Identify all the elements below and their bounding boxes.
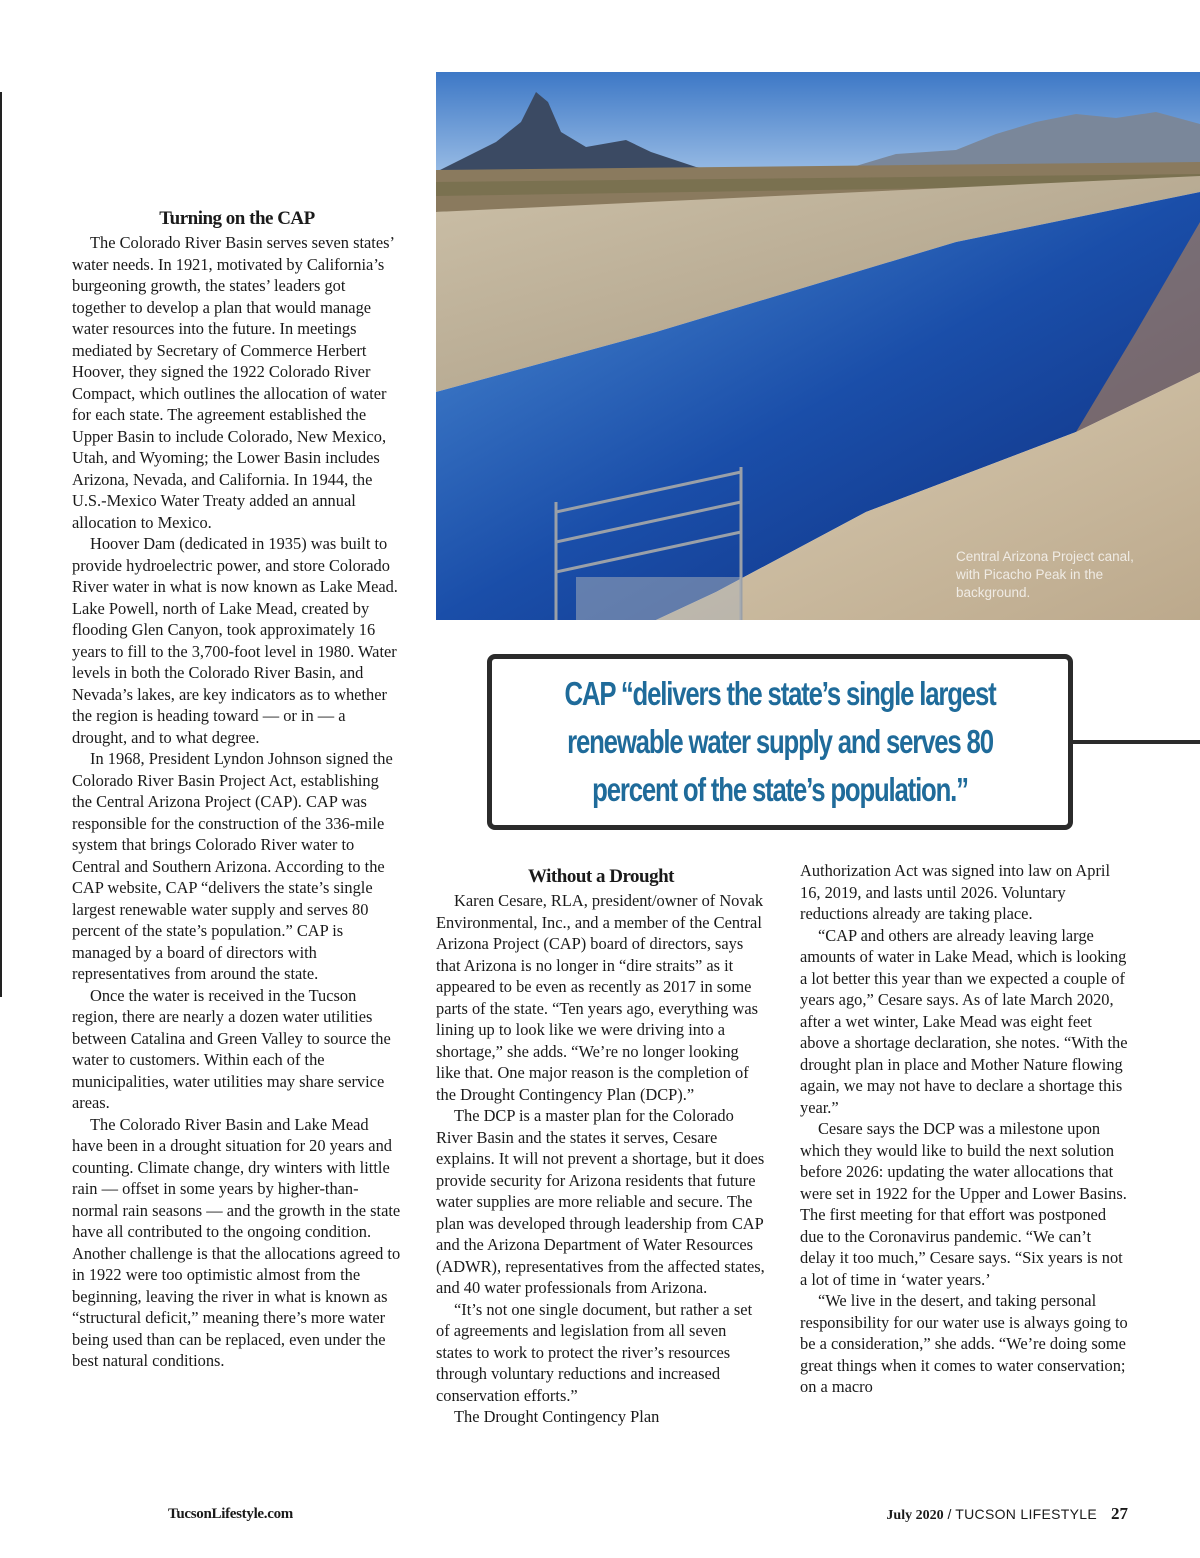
pull-quote-text: CAP “delivers the state’s single largest renewable water supply and serves 80 percent of the state’s population.”	[564, 675, 996, 808]
footer-date: July 2020	[886, 1508, 944, 1523]
paragraph: Once the water is received in the Tucson region, there are nearly a dozen water utilities between Catalina and Green Valley to source the water to customers. Within each of the municipalities, water utilities may share service areas.	[72, 985, 391, 1112]
pull-quote-box	[487, 654, 1073, 830]
paragraph: The Colorado River Basin serves seven states’ water needs. In 1921, motivated by California’s burgeoning growth, the states’ leaders got together to develop a plan that would manage water resources into the future. In meetings mediated by Secretary of Commerce Herbert Hoover, they signed the 1922 Colorado River Compact, which outlines the allocation of water for each state. The agreement established the Upper Basin to include Colorado, New Mexico, Utah, and Wyoming; the Lower Basin includes Arizona, Nevada, and California. In 1944, the U.S.-Mexico Water Treaty added an annual allocation to Mexico.	[72, 233, 394, 532]
paragraph: Cesare says the DCP was a milestone upon which they would like to build the next solution before 2026: updating the water allocations that were set in 1922 for the Upper and Lower Basins. The first meeting for that effort was postponed due to the Coronavirus pandemic. “We can’t delay it too much,” Cesare says. “Six years is not a lot of time in ‘water years.’	[800, 1119, 1127, 1289]
paragraph: “CAP and others are already leaving large amounts of water in Lake Mead, which is looking a lot better this year than we expected a couple of years ago,” Cesare says. As of late March 2020, after a wet winter, Lake Mead was eight feet above a shortage declaration, she notes. “With the drought plan in place and Mother Nature flowing again, we may not have to declare a shortage this year.”	[800, 925, 1128, 1117]
paragraph: In 1968, President Lyndon Johnson signed the Colorado River Basin Project Act, establishing the Central Arizona Project (CAP). CAP was responsible for the construction of the 336-mile system that brings Colorado River water to Central and Southern Arizona. According to the CAP website, CAP “delivers the state’s single largest renewable water supply and serves 80 percent of the state’s population.” CAP is managed by a board of directors with representatives from around the state.	[72, 749, 393, 983]
footer-website: TucsonLifestyle.com	[168, 1506, 293, 1522]
paragraph: Authorization Act was signed into law on April 16, 2019, and lasts until 2026. Voluntary reductions already are taking place.	[800, 861, 1111, 923]
article-column-3	[800, 860, 1130, 1398]
footer-magazine-name: TUCSON LIFESTYLE	[955, 1506, 1097, 1522]
section-heading-without-a-drought: Without a Drought	[528, 866, 674, 887]
paragraph: “We live in the desert, and taking personal responsibility for our water use is always going to be a consideration,” she adds. “We’re doing some great things when it comes to water conservation; on a macro	[800, 1291, 1128, 1396]
article-column-2	[436, 866, 766, 1428]
paragraph: Hoover Dam (dedicated in 1935) was built to provide hydroelectric power, and store Colorado River water in what is now known as Lake Mead. Lake Powell, north of Lake Mead, created by flooding Glen Canyon, took approximately 16 years to fill to the 3,700-foot level in 1980. Water levels in both the Colorado River Basin, and Nevada’s lakes, are key indicators as to whether the region is heading toward — or in — a drought, and to what degree.	[72, 534, 398, 747]
paragraph: “It’s not one single document, but rather a set of agreements and legislation from all seven states to work to protect the river’s resources through voluntary reductions and increased conservation efforts.”	[436, 1299, 753, 1405]
paragraph: The DCP is a master plan for the Colorado River Basin and the states it serves, Cesare explains. It will not prevent a shortage, but it does provide security for Arizona residents that future water supplies are more reliable and secure. The plan was developed through leadership from CAP and the Arizona Department of Water Resources (ADWR), representatives from the affected states, and 40 water professionals from Arizona.	[436, 1106, 765, 1297]
paragraph: The Colorado River Basin and Lake Mead have been in a drought situation for 20 years and counting. Climate change, dry winters with little rain — offset in some years by higher-than-normal rain seasons — and the growth in the state have all contributed to the ongoing condition. Another challenge is that the allocations agreed to in 1922 were too optimistic almost from the beginning, leaving the river in what is known as “structural deficit,” meaning there’s more water being used than can be replaced, even under the best natural conditions.	[72, 1114, 401, 1370]
pull-quote-connector-line	[1073, 740, 1200, 744]
photo-caption: Central Arizona Project canal, with Picacho Peak in the background.	[956, 549, 1134, 600]
paragraph: The Drought Contingency Plan	[454, 1407, 660, 1426]
canal-photo	[436, 72, 1200, 620]
paragraph: Karen Cesare, RLA, president/owner of Novak Environmental, Inc., and a member of the Central Arizona Project (CAP) board of directors, says that Arizona is no longer in “dire straits” as it appeared to be even as recently as 2017 in some parts of the state. “Ten years ago, everything was lining up to look like we were driving into a shortage,” she adds. “We’re no longer looking like that. One major reason is the completion of the Drought Contingency Plan (DCP).”	[436, 891, 764, 1104]
article-column-1	[72, 208, 402, 1372]
left-margin-rule	[0, 92, 2, 997]
footer-separator: /	[943, 1506, 956, 1522]
footer-folio	[886, 1504, 1128, 1524]
section-heading-turning-on-the-cap: Turning on the CAP	[159, 208, 315, 229]
page-number: 27	[1111, 1504, 1128, 1523]
